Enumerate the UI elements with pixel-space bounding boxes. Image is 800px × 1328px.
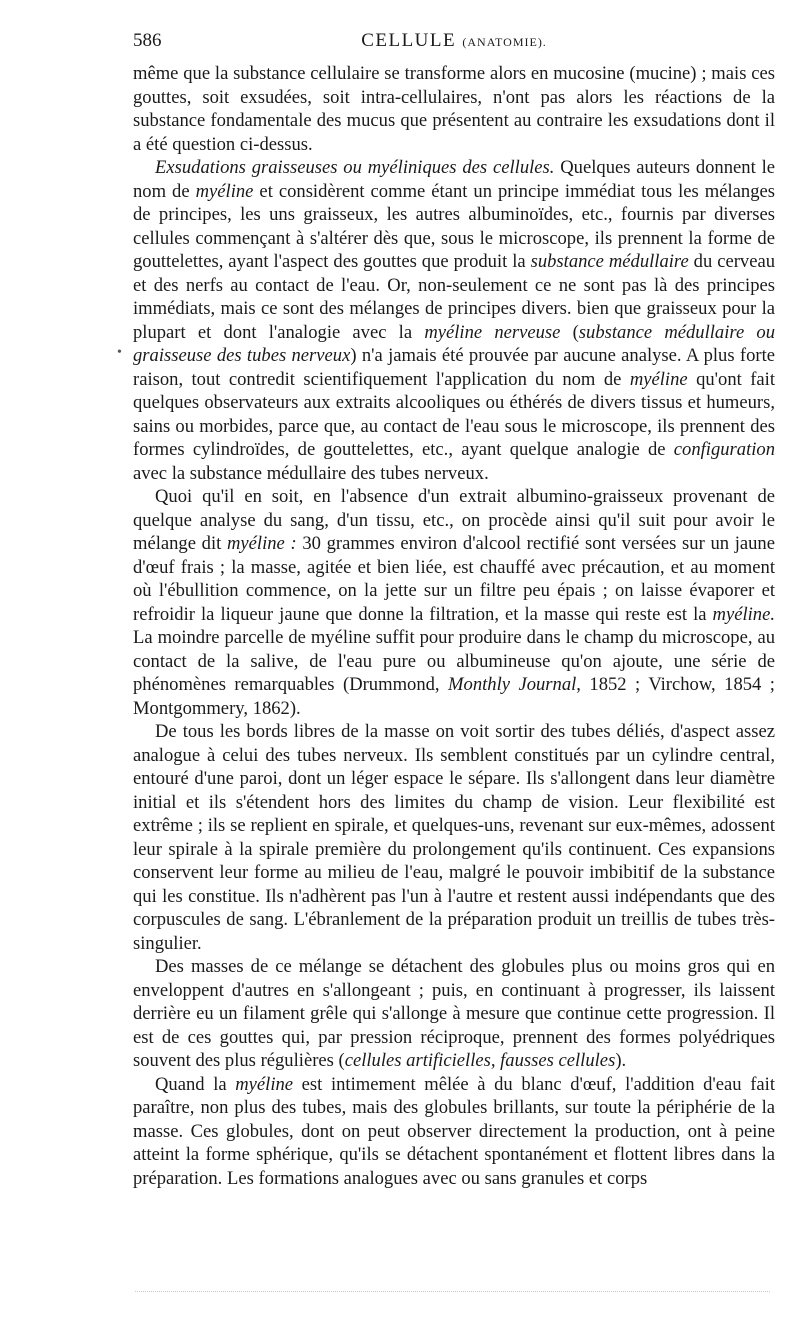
paragraph [133,156,775,485]
page-number: 586 [133,30,162,51]
italic-text: myéline [235,1073,294,1095]
text-segment: et considèrent comme étant un principe immédiat tous les mélanges de principes, les uns graisseux, les autres albuminoïdes, etc., fournis par diverses cellules commençant à s'altérer dès que, sous le microscope, ils prennent la forme de gouttelettes, ayant l'aspect des gouttes que produit la [133,180,776,272]
italic-text: substance médullaire [530,251,689,272]
text-segment: 30 grammes environ d'alcool rectifié sont versées sur un jaune d'œuf frais ; la masse, agitée et bien liée, est chauffé avec précaution, et au moment où l'ébullition commence, on la jette sur un filtre peu épais ; on laisse évaporer et refroidir la liqueur jaune que donne la filtration, et la masse qui reste est la [133,533,775,625]
paragraph [133,720,775,955]
page-header [133,26,775,56]
footer-rule [135,1291,770,1292]
italic-text: myéline nerveuse [424,321,561,343]
text-segment: De tous les bords libres de la masse on voit sortir des tubes déliés, d'aspect assez analogue à celui des tubes nerveux. Ils semblent constitués par un cylindre central, entouré d'une paroi, dont un léger espace le sépare. Ils s'allongent dans leur diamètre initial et ils s'étendent hors des limites du champ de vision. Leur flexibilité est extrême ; ils se replient en spirale, et quelques-uns, revenant sur eux-mêmes, adossent leur spirale à la spirale première du prolongement qu'ils continuent. Ces expansions conservent leur forme au milieu de l'eau, malgré le pouvoir imbibitif de la substance qui les constitue. Ils n'adhèrent pas l'un à l'autre et restent aussi indépendants que des corpuscules de sang. L'ébranlement de la préparation produit un treillis de tubes très-singulier. [133,721,775,954]
paragraph [133,955,775,1073]
text-segment: avec la substance médullaire des tubes nerveux. [133,462,489,484]
text-segment: Quelques auteurs donnent le nom de [133,157,775,202]
text-segment: qu'ont fait quelques observateurs aux extraits alcooliques ou éthérés de divers tissus et humeurs, sains ou morbides, parce que, au contact de l'eau sous le microscope, ils prennent des formes cylindroïdes, de gouttelettes, etc., ayant quelque analogie de [133,368,775,460]
text-segment: ). [615,1050,627,1071]
body-text [133,62,775,1190]
text-segment: ) n'a jamais été prouvée par aucune analyse. A plus forte raison, tout contredit scientifiquement l'application du nom de [133,345,775,390]
text-segment: Quoi qu'il en soit, en l'absence d'un extrait albumino-graisseux provenant de quelque analyse du sang, d'un tissu, etc., on procède ainsi qu'il suit pour avoir le mélange dit [133,486,775,554]
italic-text: myéline. [712,603,775,625]
running-head [133,26,775,57]
italic-text: myéline : [226,533,297,554]
italic-text: myéline [195,180,254,202]
italic-text: Exsudations graisseuses ou myéliniques des cellules. [155,157,555,178]
text-segment: ( [560,321,579,343]
text-segment: Quand la [155,1073,236,1095]
text-segment: La moindre parcelle de myéline suffit pour produire dans le champ du microscope, au contact de la salive, de l'eau pure ou albumineuse qu'on ajoute, une série de phénomènes remarquables (Drummond, [133,627,775,695]
text-segment: même que la substance cellulaire se transforme alors en mucosine (mucine) ; mais ces gouttes, soit exsudées, soit intra-cellulaires, n'ont pas alors les réactions de la substance fondamentale des mucus que présentent au contraire les exsudations dont il a été question ci-dessus. [133,63,775,155]
italic-text: Monthly Journal [448,674,577,695]
page [133,26,775,1190]
text-segment: est intimement mêlée à du blanc d'œuf, l'addition d'eau fait paraître, non plus des tubes, mais des globules brillants, sur toute la périphérie de la masse. Ces globules, dont on peut observer directement la production, ont à peine atteint la forme sphérique, qu'ils se détachent spontanément et flottent libres dans la préparation. Les formations analogues avec ou sans granules et corps [133,1073,775,1189]
running-head-title: CELLULE [361,30,457,51]
paragraph [133,1073,775,1191]
text-segment: Des masses de ce mélange se détachent des globules plus ou moins gros qui en enveloppent d'autres en s'allongeant ; puis, en continuant à progresser, ils laissent derrière eu un filament grêle qui s'allonge à mesure que continue cette progression. Il est de ces gouttes qui, par pression réciproque, prennent des formes polyédriques souvent des plus régulières ( [133,956,775,1071]
running-head-subtitle: (ANATOMIE). [462,35,547,49]
margin-mark: • [117,345,122,360]
text-segment: du cerveau et des nerfs au contact de l'eau. Or, non-seulement ce ne sont pas là des principes immédiats, mais ce sont des mélanges de principes divers. bien que graisseux pour la plupart et dont l'analogie avec la [133,251,776,343]
paragraph [133,62,775,156]
paragraph [133,485,775,720]
text-segment: , 1852 ; Virchow, 1854 ; Montgommery, 1862). [133,674,775,719]
italic-text: configuration [673,439,775,460]
italic-text: cellules artificielles, fausses cellules [344,1050,616,1071]
italic-text: substance médullaire ou graisseuse des tubes nerveux [133,321,775,366]
italic-text: myéline [629,368,688,390]
